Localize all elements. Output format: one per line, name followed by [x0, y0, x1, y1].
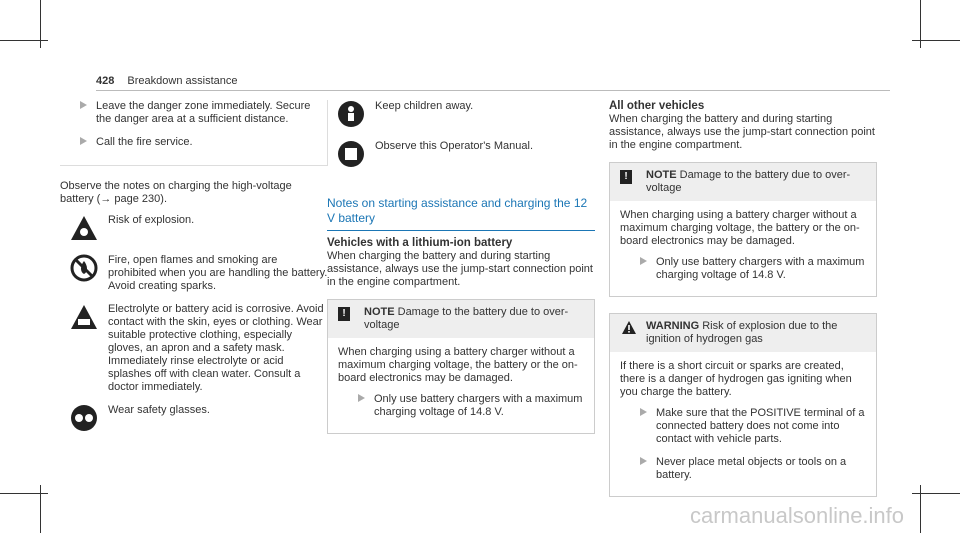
list-item: Electrolyte or battery acid is corrosive. Avoid contact with the skin, eyes or clothing. Wear suitable protective clothing, especially gloves, an apron and a safety mask. Immediately rinse electrolyte or acid splashes off with clean water. Consult a doctor immediately. — [60, 303, 328, 394]
list-item: Keep children away. — [327, 100, 595, 130]
column-1 — [60, 100, 328, 444]
bullet-box — [60, 100, 328, 166]
crop-mark — [912, 40, 960, 41]
note-body: When charging using a battery charger without a maximum charging voltage, the battery or the on-board electronics may be damaged. Only use battery chargers with a maximum charging voltage of 14.8 V. — [338, 346, 583, 418]
list-item: Wear safety glasses. — [60, 404, 328, 434]
note-header: ! NOTE Damage to the battery due to over-voltage — [328, 300, 594, 338]
warning-triangle-icon — [622, 321, 636, 334]
header-divider — [96, 90, 890, 91]
exclamation-icon: ! — [620, 170, 632, 184]
note-header: ! NOTE Damage to the battery due to over-voltage — [610, 163, 876, 201]
list-item: Call the fire service. — [60, 136, 317, 149]
warning-box — [609, 313, 877, 497]
section-heading: Notes on starting assistance and charging the 12 V battery — [327, 196, 595, 231]
sub-heading: All other vehicles — [609, 100, 705, 112]
list-item: Risk of explosion. — [60, 214, 328, 244]
arrow-icon — [640, 257, 647, 265]
no-fire-icon — [70, 254, 98, 282]
list-item: Fire, open flames and smoking are prohibited when you are handling the battery. Avoid creating sparks. — [60, 254, 328, 293]
list-item: Leave the danger zone immediately. Secure the danger area at a sufficient distance. — [60, 100, 317, 126]
list-item: Only use battery chargers with a maximum charging voltage of 14.8 V. — [620, 256, 866, 282]
page-number: 428 — [96, 75, 115, 87]
explosion-warning-icon — [70, 214, 98, 242]
paragraph: When charging the battery and during starting assistance, always use the jump-start connection point in the engine compartment. — [609, 113, 875, 151]
exclamation-icon: ! — [338, 307, 350, 321]
list-item: Only use battery chargers with a maximum charging voltage of 14.8 V. — [338, 393, 584, 419]
paragraph: When charging the battery and during starting assistance, always use the jump-start connection point in the engine compartment. — [327, 250, 593, 288]
intro-text: Observe the notes on charging the high-voltage battery (→ page 230). — [60, 180, 292, 205]
arrow-icon — [80, 137, 87, 145]
list-item: Observe this Operator's Manual. — [327, 140, 595, 170]
manual-icon — [337, 140, 365, 168]
watermark: carmanualsonline.info — [690, 503, 905, 528]
list-item: Make sure that the POSITIVE terminal of a connected battery does not come into contact with vehicle parts. — [620, 407, 866, 446]
column-3 — [609, 100, 877, 507]
crop-mark — [0, 493, 48, 494]
arrow-icon — [640, 408, 647, 416]
warning-header: WARNING Risk of explosion due to the ignition of hydrogen gas — [610, 314, 876, 352]
page-header — [96, 75, 237, 87]
note-box — [327, 299, 595, 434]
arrow-icon — [80, 101, 87, 109]
crop-mark — [912, 493, 960, 494]
arrow-icon — [640, 457, 647, 465]
note-body: When charging using a battery charger without a maximum charging voltage, the battery or the on-board electronics may be damaged. Only use battery chargers with a maximum charging voltage of 14.8 V. — [620, 209, 865, 281]
safety-glasses-icon — [70, 404, 98, 432]
crop-mark — [0, 40, 48, 41]
corrosive-icon — [70, 303, 98, 331]
note-box — [609, 162, 877, 297]
column-2 — [327, 100, 595, 444]
arrow-icon — [358, 394, 365, 402]
list-item: Never place metal objects or tools on a battery. — [620, 456, 866, 482]
section-title: Breakdown assistance — [127, 75, 238, 87]
sub-heading: Vehicles with a lithium-ion battery — [327, 237, 513, 249]
keep-children-away-icon — [337, 100, 365, 128]
warning-body: If there is a short circuit or sparks are created, there is a danger of hydrogen gas igniting when you charge the battery. Make sure that the POSITIVE terminal of a connected battery does not come into contact with vehicle parts. Never place metal objects or tools on a battery. — [620, 360, 865, 481]
